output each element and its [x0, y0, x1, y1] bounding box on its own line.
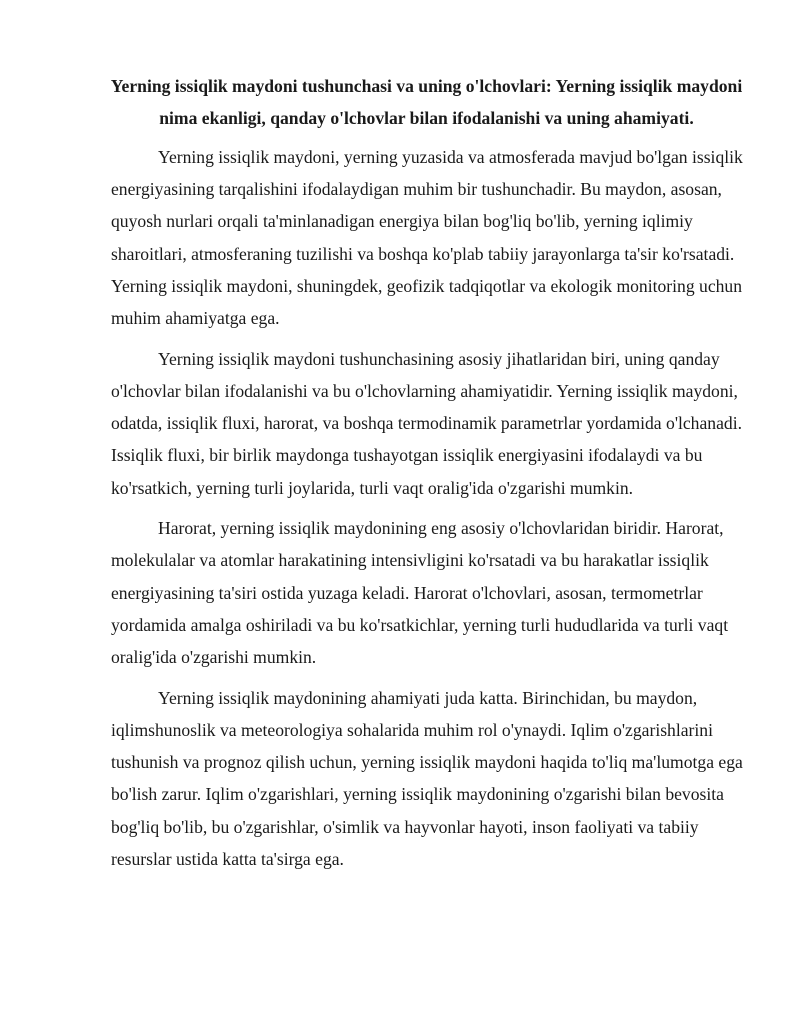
paragraph-3: Harorat, yerning issiqlik maydonining eng asosiy o'lchovlaridan biridir. Harorat, molekulalar va atomlar harakatining intensivligini ko'rsatadi va bu harakatlar issiqlik energiyasining ta'siri ostida yuzaga keladi. Harorat o'lchovlari, asosan, termometrlar yordamida amalga oshiriladi va bu ko'rsatkichlar, yerning turli hududlarida va turli vaqt oralig'ida o'zgarishi mumkin.: [111, 518, 729, 668]
paragraph-1: Yerning issiqlik maydoni, yerning yuzasida va atmosferada mavjud bo'lgan issiqlik energiyasining tarqalishini ifodalaydigan muhim bir tushunchadir. Bu maydon, asosan, quyosh nurlari orqali ta'minlanadigan energiya bilan bog'liq bo'lib, yerning iqlimiy sharoitlari, atmosferaning tuzilishi va boshqa ko'plab tabiiy jarayonlarga ta'sir ko'rsatadi. Yerning issiqlik maydoni, shuningdek, geofizik tadqiqotlar va ekologik monitoring uchun muhim ahamiyatga ega.: [111, 147, 743, 329]
paragraph-4: Yerning issiqlik maydonining ahamiyati juda katta. Birinchidan, bu maydon, iqlimshunoslik va meteorologiya sohalarida muhim rol o'ynaydi. Iqlim o'zgarishlarini tushunish va prognoz qilish uchun, yerning issiqlik maydoni haqida to'liq ma'lumotga ega bo'lish zarur. Iqlim o'zgarishlari, yerning issiqlik maydonining o'zgarishi bilan bevosita bog'liq bo'lib, bu o'zgarishlar, o'simlik va hayvonlar hayoti, inson faoliyati va tabiiy resurslar ustida katta ta'sirga ega.: [111, 687, 743, 869]
paragraph-2: Yerning issiqlik maydoni tushunchasining asosiy jihatlaridan biri, uning qanday o'lchovlar bilan ifodalanishi va bu o'lchovlarning ahamiyatidir. Yerning issiqlik maydoni, odatda, issiqlik fluxi, harorat, va boshqa termodinamik parametrlar yordamida o'lchanadi. Issiqlik fluxi, bir birlik maydonga tushayotgan issiqlik energiyasini ifodalaydi va bu ko'rsatkich, yerning turli joylarida, turli vaqt oralig'ida o'zgarishi mumkin.: [111, 348, 742, 498]
document-title: Yerning issiqlik maydoni tushunchasi va uning o'lchovlari: Yerning issiqlik maydoni nima ekanligi, qanday o'lchovlar bilan ifodalanishi va uning ahamiyati.: [110, 76, 743, 128]
